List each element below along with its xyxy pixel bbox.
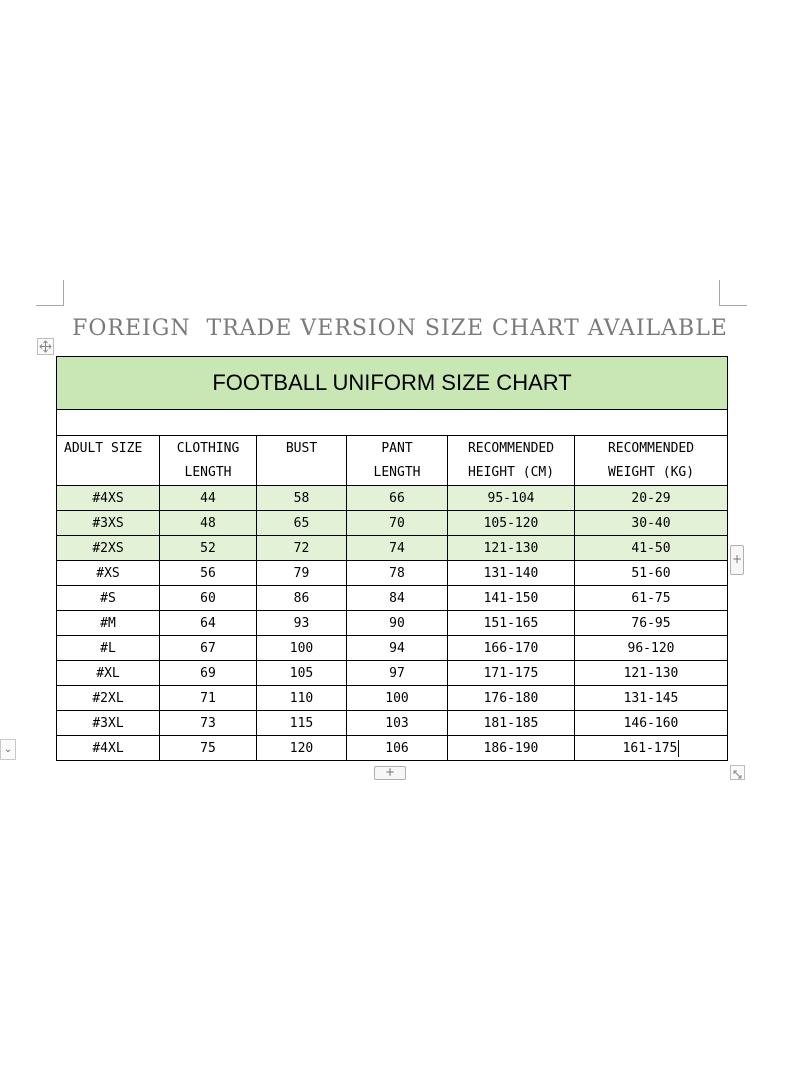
cell-text: 121-130 [623,665,679,681]
cell-text: 90 [389,615,405,631]
cell-bust[interactable] [257,661,347,686]
cell-text: 151-165 [483,615,539,631]
cell-text: 66 [389,490,405,506]
cell-pant-length[interactable] [347,686,448,711]
column-header-line1: RECOMMENDED [607,441,695,456]
cell-text: #M [100,615,116,631]
cell-text: 131-140 [483,565,539,581]
cell-pant-length[interactable] [347,661,448,686]
cell-height[interactable] [448,561,575,586]
cell-text: 20-29 [631,490,671,506]
collapse-toggle-button[interactable]: ⌄ [0,739,16,760]
cell-weight[interactable] [575,686,728,711]
cell-text: 70 [389,515,405,531]
column-header-line1: PANT [381,441,413,456]
cell-text: 100 [289,640,314,656]
cell-bust[interactable] [257,636,347,661]
cell-text: #2XS [92,540,124,556]
cell-pant-length[interactable] [347,711,448,736]
table-row [57,511,728,536]
cell-weight[interactable] [575,611,728,636]
cell-clothing-length[interactable] [160,711,257,736]
cell-clothing-length[interactable] [160,536,257,561]
cell-text: 65 [293,515,310,531]
blank-row [57,410,728,436]
cell-text: 74 [389,540,405,556]
cell-text: 67 [200,640,216,656]
cell-clothing-length[interactable] [160,611,257,636]
cell-text: 44 [200,490,216,506]
cell-text: 51-60 [631,565,671,581]
cell-size[interactable] [57,536,160,561]
cell-clothing-length[interactable] [160,561,257,586]
cell-text: #L [100,640,116,656]
cell-text: 71 [200,690,216,706]
add-column-button[interactable]: + [730,545,744,575]
add-row-button[interactable]: + [374,766,406,780]
cell-text: 95-104 [487,490,535,506]
cell-weight[interactable] [575,636,728,661]
cell-text: #XS [96,565,120,581]
cell-text: 100 [385,690,409,706]
cell-text: 103 [385,715,409,731]
cell-text: 110 [289,690,314,706]
cell-height[interactable] [448,661,575,686]
cell-clothing-length[interactable] [160,661,257,686]
cell-text: 78 [389,565,405,581]
page-header-text: FOREIGN TRADE VERSION SIZE CHART AVAILABLE [72,316,728,341]
cell-size[interactable] [57,586,160,611]
cell-text: #3XL [92,715,124,731]
cell-text: 131-145 [623,690,679,706]
cell-size[interactable] [57,736,160,761]
cell-text: 56 [200,565,216,581]
cell-size[interactable] [57,711,160,736]
cell-text: 72 [293,540,310,556]
table-row [57,736,728,761]
column-header-3 [347,436,448,486]
table-row [57,711,728,736]
cell-bust[interactable] [257,511,347,536]
cell-pant-length[interactable] [347,636,448,661]
cell-text: 176-180 [483,690,539,706]
cell-text: 30-40 [631,515,671,531]
cell-size[interactable] [57,611,160,636]
header-row [57,436,728,486]
column-header-line2: LENGTH [184,465,232,480]
column-header-line2: WEIGHT (KG) [607,465,695,480]
cell-bust[interactable] [257,536,347,561]
cell-clothing-length[interactable] [160,486,257,511]
cell-bust[interactable] [257,686,347,711]
cell-pant-length[interactable] [347,486,448,511]
table-row [57,561,728,586]
cell-text: 73 [200,715,216,731]
cell-text: 115 [289,715,314,731]
cell-pant-length[interactable] [347,611,448,636]
column-header-line2: HEIGHT (CM) [467,465,555,480]
cell-size[interactable] [57,561,160,586]
cell-clothing-length[interactable] [160,736,257,761]
cell-text: 48 [200,515,216,531]
column-header-line1: CLOTHING [176,441,240,456]
cell-text: 96-120 [627,640,675,656]
column-header-2 [257,436,347,486]
cell-text: 60 [200,590,216,606]
column-header-0 [57,436,160,486]
cell-text: 105 [289,665,314,681]
cell-text: #3XS [92,515,124,531]
cell-bust[interactable] [257,611,347,636]
table-row [57,661,728,686]
cell-weight[interactable] [575,736,728,761]
size-chart-table [56,356,728,761]
cell-size[interactable] [57,686,160,711]
cell-weight[interactable] [575,486,728,511]
column-header-line1: RECOMMENDED [467,441,555,456]
column-header-line1: BUST [285,441,318,456]
cell-text: 94 [389,640,405,656]
column-header-1 [160,436,257,486]
cell-weight[interactable] [575,536,728,561]
cell-size[interactable] [57,486,160,511]
cell-size[interactable] [57,636,160,661]
table-row [57,536,728,561]
cell-height[interactable] [448,486,575,511]
table-row [57,686,728,711]
cell-text: #2XL [92,690,124,706]
cell-pant-length[interactable] [347,586,448,611]
cell-text: 171-175 [483,665,539,681]
cell-text: #4XS [92,490,124,506]
table-resize-handle[interactable] [730,765,745,780]
column-header-line2: LENGTH [373,465,421,480]
cell-weight[interactable] [575,561,728,586]
cell-text: 186-190 [483,740,539,756]
cell-height[interactable] [448,611,575,636]
cell-weight[interactable] [575,661,728,686]
cell-height[interactable] [448,736,575,761]
cell-height[interactable] [448,586,575,611]
table-row [57,611,728,636]
cell-height[interactable] [448,686,575,711]
cell-text: 61-75 [631,590,671,606]
cell-height[interactable] [448,636,575,661]
cell-text: 84 [389,590,405,606]
cell-text: 181-185 [483,715,539,731]
column-header-4 [448,436,575,486]
cell-text: 79 [293,565,310,581]
cell-text: 166-170 [483,640,539,656]
cell-pant-length[interactable] [347,511,448,536]
cell-weight[interactable] [575,511,728,536]
text-cursor [678,740,679,757]
cell-text: 58 [293,490,310,506]
column-header-line1: ADULT SIZE [64,441,143,456]
cell-text: 161-175 [622,740,678,756]
cell-text: #4XL [92,740,124,756]
column-header-5 [575,436,728,486]
cell-height[interactable] [448,511,575,536]
cell-pant-length[interactable] [347,536,448,561]
cell-text: 86 [293,590,310,606]
cell-bust[interactable] [257,736,347,761]
crop-mark-top-right [719,280,747,306]
cell-bust[interactable] [257,711,347,736]
cell-text: 52 [200,540,216,556]
cell-size[interactable] [57,661,160,686]
crop-mark-top-left [36,280,64,306]
cell-text: 76-95 [631,615,671,631]
cell-text: 41-50 [631,540,671,556]
cell-bust[interactable] [257,561,347,586]
cell-text: 64 [200,615,216,631]
cell-pant-length[interactable] [347,561,448,586]
table-row [57,486,728,511]
cell-text: 120 [289,740,314,756]
cell-bust[interactable] [257,586,347,611]
resize-diagonal-icon [731,768,744,781]
cell-clothing-length[interactable] [160,586,257,611]
table-row [57,636,728,661]
cell-weight[interactable] [575,586,728,611]
cell-text: 69 [200,665,216,681]
cell-height[interactable] [448,536,575,561]
cell-text: #XL [96,665,120,681]
cell-text: 93 [293,615,310,631]
cell-size[interactable] [57,511,160,536]
cell-weight[interactable] [575,711,728,736]
cell-text: 75 [200,740,216,756]
cell-bust[interactable] [257,486,347,511]
cell-text: 106 [385,740,409,756]
cell-text: 146-160 [623,715,679,731]
cell-clothing-length[interactable] [160,511,257,536]
table-row [57,586,728,611]
cell-pant-length[interactable] [347,736,448,761]
table-move-handle[interactable] [37,338,54,355]
cell-height[interactable] [448,711,575,736]
cell-text: 141-150 [483,590,539,606]
move-arrows-icon [38,339,53,354]
table-title: FOOTBALL UNIFORM SIZE CHART [57,357,728,410]
cell-text: #S [100,590,116,606]
cell-text: 105-120 [483,515,539,531]
cell-clothing-length[interactable] [160,636,257,661]
cell-text: 121-130 [483,540,539,556]
cell-clothing-length[interactable] [160,686,257,711]
cell-text: 97 [389,665,405,681]
